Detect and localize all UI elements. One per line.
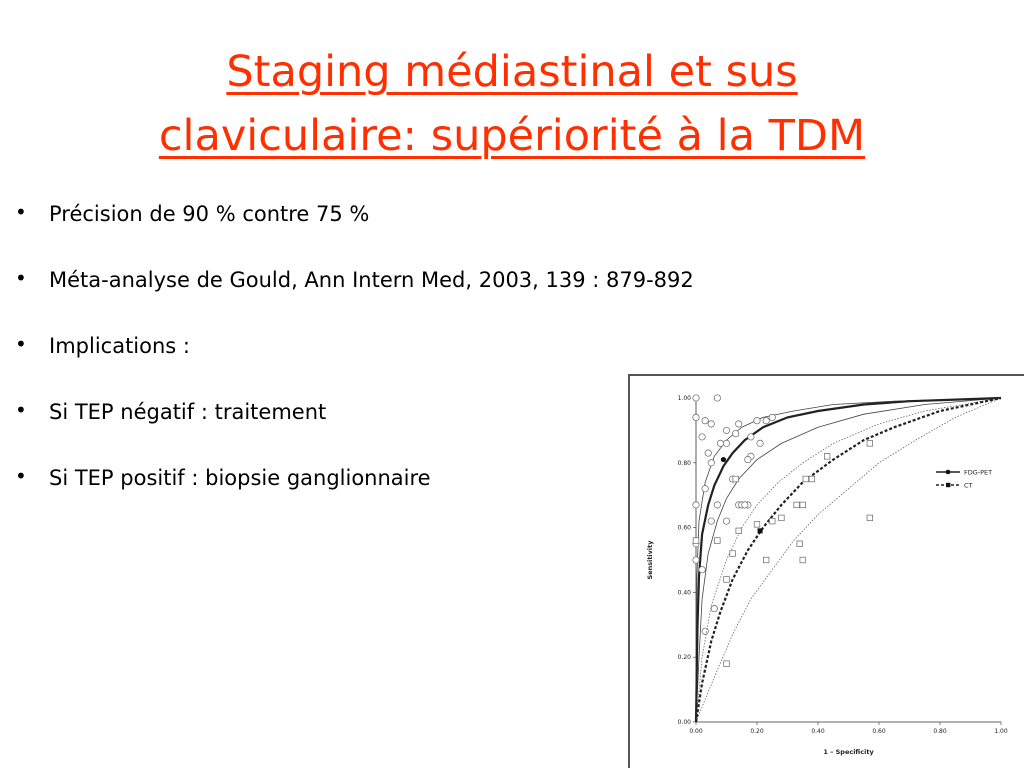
slide-title-line2: claviculaire: supériorité à la TDM [158,111,866,161]
x-tick-label: 0.60 [872,728,886,735]
ct-study-point [769,518,775,524]
bullet-icon: • [15,398,27,422]
ct-study-point [809,476,815,482]
y-tick-label: 0.80 [677,459,691,467]
fdg-pet-legend-marker [946,470,951,475]
fdg-pet-study-point [699,434,705,440]
ct-upper-ci-line [696,398,1001,722]
y-tick-label: 0.40 [677,589,691,597]
ct-study-point [797,541,803,547]
x-tick-label: 0.80 [933,728,947,735]
ct-summary-point [758,528,763,533]
ct-study-point [693,538,699,544]
ct-study-point [794,502,800,508]
bullet-text: Précision de 90 % contre 75 % [49,202,370,226]
x-tick-label: 1.00 [994,728,1008,735]
fdg-pet-study-point [754,417,760,423]
fdg-pet-study-point [699,567,705,573]
fdg-pet-study-point [723,518,729,524]
y-axis-label: Sensitivity [646,540,654,580]
ct-study-point [724,661,730,667]
roc-chart [630,376,1024,770]
fdg-pet-lower-ci-line [696,398,1001,722]
fdg-pet-study-point [705,450,711,456]
fdg-pet-study-point [708,460,714,466]
fdg-pet-study-point [693,502,699,508]
fdg-pet-study-point [711,605,717,611]
ct-study-point [763,557,769,563]
bullet-text: Si TEP négatif : traitement [49,400,327,424]
fdg-pet-study-point [732,430,738,436]
ct-roc-curve [696,398,1001,722]
ct-study-point [803,476,809,482]
fdg-pet-study-point [708,421,714,427]
ct-study-point [867,441,873,447]
y-tick-label: 1.00 [677,395,691,402]
bullet-text: Méta-analyse de Gould, Ann Intern Med, 2003, 139 : 879-892 [49,268,694,292]
x-tick-label: 0.00 [689,728,703,735]
ct-study-point [867,515,873,521]
fdg-pet-upper-ci-line [696,398,1001,722]
fdg-pet-study-point [702,417,708,423]
y-tick-label: 0.00 [677,719,691,726]
ct-study-point [800,502,806,508]
ct-legend-label: CT [964,481,973,490]
ct-study-point [733,476,739,482]
fdg-pet-study-point [763,417,769,423]
ct-study-point [715,538,721,544]
ct-legend-marker [946,483,950,487]
ct-lower-ci-line [696,398,1001,722]
fdg-pet-study-point [736,421,742,427]
slide-title [40,40,984,168]
bullet-icon: • [15,266,27,290]
bullet-icon: • [15,464,27,488]
x-tick-label: 0.20 [750,728,764,735]
fdg-pet-study-point [708,518,714,524]
fdg-pet-study-point [723,440,729,446]
x-tick-label: 0.40 [811,728,825,735]
fdg-pet-study-point [714,502,720,508]
ct-study-point [824,454,830,460]
fdg-pet-study-point [742,502,748,508]
fdg-pet-study-point [717,440,723,446]
fdg-pet-study-point [714,395,720,401]
bullet-text: Si TEP positif : biopsie ganglionnaire [49,466,431,490]
fdg-pet-roc-curve [696,398,1001,722]
fdg-pet-legend-label: FDG-PET [964,468,993,477]
ct-study-point [779,515,785,521]
ct-study-point [730,551,736,557]
ct-study-point [754,522,760,528]
ct-study-point [724,577,730,583]
fdg-pet-study-point [693,395,699,401]
fdg-pet-study-point [748,434,754,440]
bullet-text: Implications : [49,334,190,358]
ct-study-point [736,528,742,534]
fdg-pet-study-point [702,486,708,492]
fdg-pet-study-point [693,557,699,563]
fdg-pet-study-point [769,414,775,420]
roc-chart-figure [628,374,1024,768]
bullet-icon: • [15,200,27,224]
fdg-pet-study-point [693,414,699,420]
y-tick-label: 0.60 [677,524,691,532]
slide-title-line1: Staging médiastinal et sus [226,47,798,97]
bullet-icon: • [15,332,27,356]
fdg-pet-study-point [723,427,729,433]
x-axis-label: 1 – Specificity [823,748,874,756]
ct-study-point [800,557,806,563]
fdg-pet-study-point [757,440,763,446]
fdg-pet-summary-point [721,457,726,462]
fdg-pet-study-point [745,456,751,462]
y-tick-label: 0.20 [677,654,691,662]
